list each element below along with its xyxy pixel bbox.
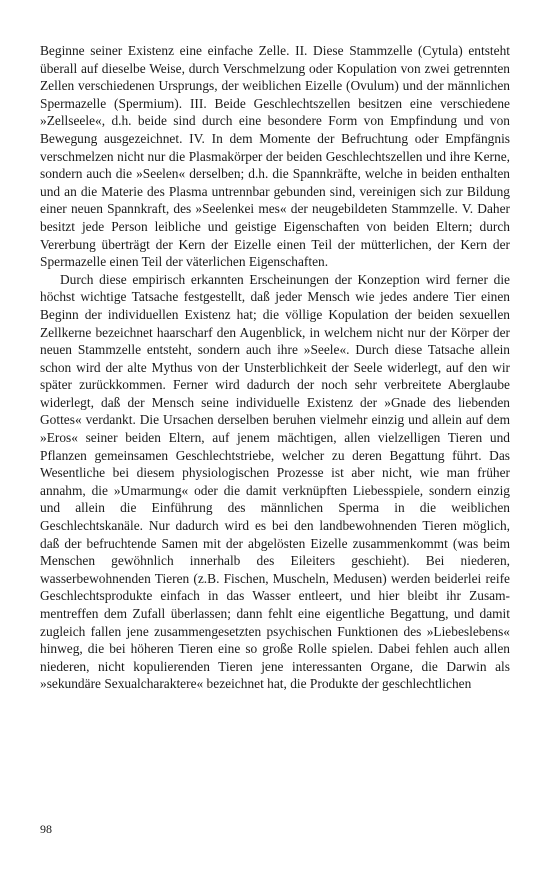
paragraph-1: Beginne seiner Existenz eine einfache Zelle. II. Diese Stammzelle (Cytula) entsteht überall auf dieselbe Weise, durch Verschmelzung oder Kopulation von zwei getrennten Zellen verschiedenen Ursprungs, der weiblichen Eizelle (Ovulum) und der männlichen Spermazelle (Spermium). III. Beide Geschlechtszellen besitzen eine verschiedene »Zellseele«, d.h. beide sind durch eine besondere Form von Empfindung und von Bewegung ausgezeichnet. IV. In dem Momente der Befruchtung oder Empfängnis verschmelzen nicht nur die Plasmakörper der beiden Geschlechtszellen und ihre Kerne, sondern auch die »Seelen« derselben; d.h. die Spannkräfte, welche in beiden enthalten und an die Materie des Plasma untrennbar gebunden sind, vereinigen sich zur Bildung einer neuen Spannkraft, des »Seelenkei mes« der neugebildeten Stammzelle. V. Daher besitzt jede Person leibliche und geistige Eigenschaften von beiden Eltern; durch Vererbung überträgt der Kern der Eizelle einen Teil der mütterlichen, der Kern der Spermazelle einen Teil der väterlichen Eigenschaften.: [40, 43, 510, 270]
page-body: [40, 42, 510, 693]
page-number: 98: [40, 822, 52, 836]
paragraph-2: Durch diese empirisch erkannten Erscheinungen der Konzeption wird ferner die höchst wichtige Tatsache festgestellt, daß jeder Mensch wie jedes andere Tier einen Beginn der individuellen Existenz hat; die völlige Kopulation der beiden sexuellen Zellkerne bezeichnet haarscharf den Augenblick, in welchem nicht nur der Körper der neuen Stammzelle entsteht, sondern auch ihre »Seele«. Durch diese Tatsache allein schon wird der alte Mythus von der Unsterblichkeit der Seele widerlegt, auf den wir später zurückkommen. Ferner wird dadurch der noch sehr verbreitete Aberglaube widerlegt, daß der Mensch seine individuelle Existenz der »Gnade des liebenden Gottes« verdankt. Die Ursachen derselben beruhen vielmehr einzig und allein auf dem »Eros« seiner beiden Eltern, auf jenem mächtigen, allen vielzelligen Tieren und Pflanzen gemeinsamen Geschlechtstriebe, welcher zu deren Begattung führt. Das Wesentliche bei diesem physiologischen Prozesse ist aber nicht, wie man früher annahm, die »Umarmung« oder die damit verknüpften Liebesspiele, sondern einzig und allein die Einführung des männlichen Sperma in die weiblichen Geschlechtskanäle. Nur dadurch wird es bei den landbewohnenden Tieren möglich, daß der befruchtende Samen mit der abgelösten Eizelle zusammenkommt (was beim Menschen gewöhnlich innerhalb des Eileiters geschieht). Bei niederen, wasserbewohnenden Tieren (z.B. Fischen, Muscheln, Medusen) werden beiderlei reife Geschlechtsprodukte einfach in das Wasser entleert, und hier bleibt ihr Zusammentreffen dem Zufall überlassen; dann fehlt eine eigentliche Begattung, und damit zugleich fallen jene zusammengesetzten psychischen Funktionen des »Liebeslebens« hinweg, die bei höheren Tieren eine so große Rolle spielen. Dabei fehlen auch allen niederen, nicht kopulierenden Tieren jene interessanten Organe, die Darwin als »sekundäre Sexualcharaktere« bezeichnet hat, die Produkte der geschlechtlichen: [40, 271, 510, 692]
